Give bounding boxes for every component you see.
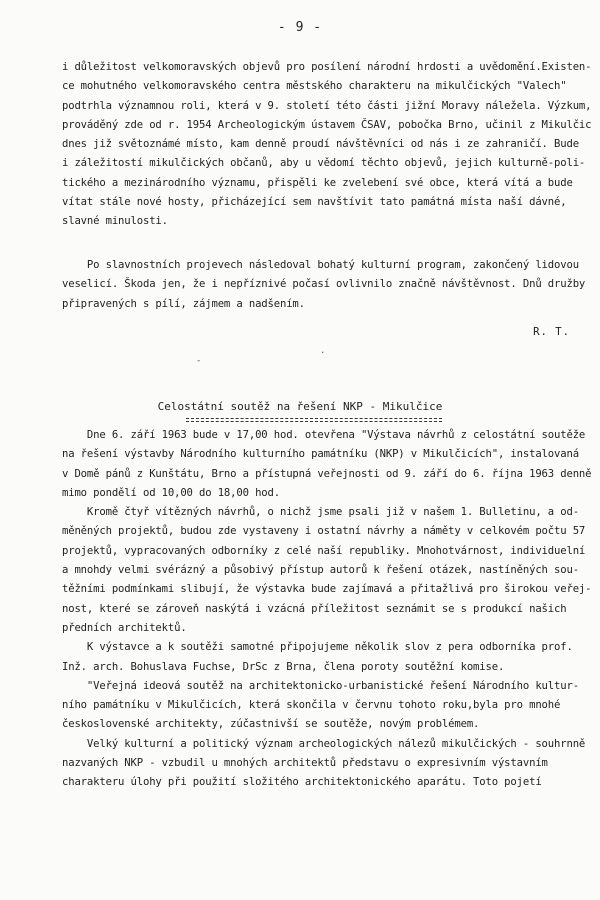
section-title: Celostátní soutěž na řešení NKP - Mikulčice <box>157 400 443 413</box>
title-underline <box>186 418 442 419</box>
paragraph-block-intro: i důležitost velkomoravských objevů pro posílení národní hrdosti a uvědomění.Existen- ce mohutného velkomoravského centra městského charakteru na mikulčických "Valech" podtrhla významnou roli, která v 9. století této části jižní Moravy náležela. Výzkum, prováděný zde od r. 1954 Archeologickým ústavem ČSAV, pobočka Brno, učinil z Mikulčic dnes již světoznámé místo, kam denně proudí návštěvníci od nás i ze zahraničí. Bude i záležitostí mikulčických občanů, aby u vědomí těchto objevů, jejich kulturně-poli- tického a mezinárodního významu, přispěli ke zvelebení své obce, která vítá a bude vítat stále nové hosty, přicházející sem navštívit tato památná místa naší dávné, slavné minulosti. <box>62 61 592 228</box>
page-number: - 9 - <box>277 20 323 35</box>
paragraph-block-competition: Dne 6. září 1963 bude v 17,00 hod. otevřena "Výstava návrhů z celostátní soutěže na řešení výstavby Národního kulturního památníku (NKP) v Mikulčicích", instalovaná v Domě pánů z Kunštátu, Brno a přístupná veřejnosti od 9. září do 6. října 1963 denně mimo pondělí od 10,00 do 18,00 hod. Kromě čtyř vítězných návrhů, o nichž jsme psali již v našem 1. Bulletinu, a od- měněných projektů, budou zde vystaveny i ostatní návrhy a náměty v celkovém počtu 57 projektů, vypracovaných odborníky z celé naší republiky. Mnohotvárnost, individuelní a mnohdy velmi svérázný a působivý přístup autorů k řešení otázek, nastíněných sou- těžními podmínkami slibují, že výstavka bude zajímavá a přitažlivá pro širokou veřej- nost, které se zároveň naskýtá i vzácná příležitost seznámit se s produkcí našich předních architektů. K výstavce a k soutěži samotné připojujeme několik slov z pera odborníka prof. Inž. arch. Bohuslava Fuchse, DrSc z Brna, člena poroty soutěžní komise. "Veřejná ideová soutěž na architektonicko-urbanistické řešení Národního kultur- ního památníku v Mikulčicích, která skončila v červnu tohoto roku,byla pro mnohé československé architekty, zúčastnivší se soutěže, novým problémem. Velký kulturní a politický význam archeologických nálezů mikulčických - souhrnně nazvaných NKP - vzbudil u mnohých architektů představu o expresivním výstavním charakteru úlohy při použití složitého architektonického aparátu. Toto pojetí <box>62 429 592 789</box>
stray-mark: - <box>196 356 202 366</box>
paragraph-block-celebration: Po slavnostních projevech následoval bohatý kulturní program, zakončený lidovou veselicí. Škoda jen, že i nepříznivé počasí ovlivnilo značně návštěvnost. Dnů družby připravených s pílí, zájmem a nadšením. <box>62 259 586 310</box>
stray-mark: . <box>320 346 326 356</box>
author-signature: R. T. <box>533 326 570 338</box>
title-underline <box>186 421 442 422</box>
